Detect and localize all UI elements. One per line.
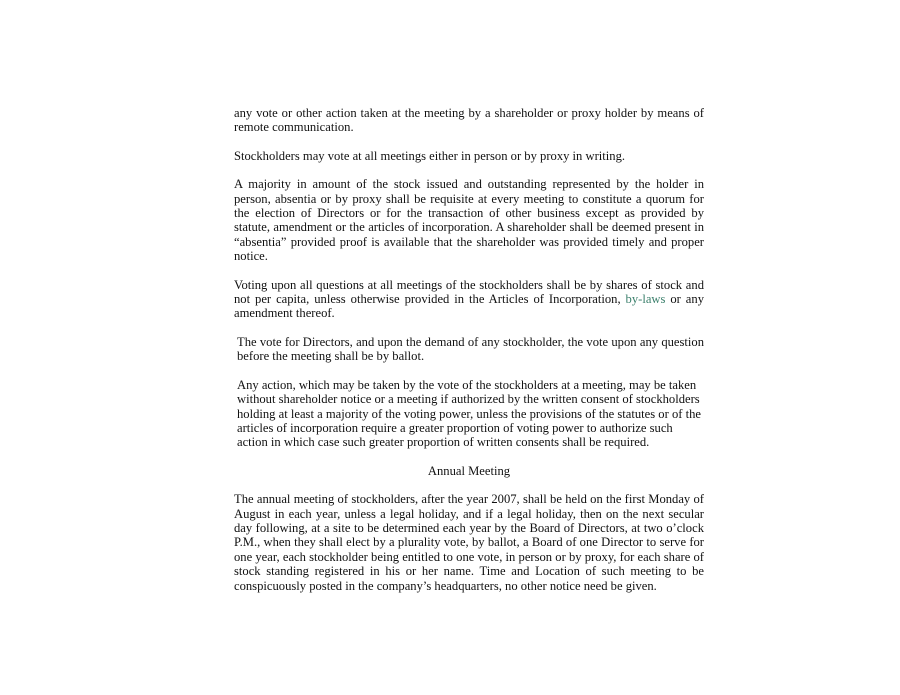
document-body xyxy=(234,106,704,607)
paragraph-written-consent: Any action, which may be taken by the vote of the stockholders at a meeting, may be taken without shareholder notice or a meeting if authorized by the written consent of stockholders holding at least a majority of the voting power, unless the provisions of the statutes or of the articles of incorporation require a greater proportion of voting power to authorize such action in which case such greater proportion of written consents shall be required. xyxy=(237,377,701,450)
by-laws-link[interactable]: by-laws xyxy=(625,292,666,307)
paragraph-voting-by-shares-text-1: Voting upon all questions at all meetings of the stockholders shall be by shares of stock and not per capita, unless otherwise provided in the Articles of Incorporation, xyxy=(234,277,704,307)
paragraph-remote-communication: any vote or other action taken at the meeting by a shareholder or proxy holder by means of remote communication. xyxy=(234,106,704,135)
section-heading-annual-meeting: Annual Meeting xyxy=(427,463,511,478)
paragraph-quorum: A majority in amount of the stock issued and outstanding represented by the holder in person, absentia or by proxy shall be requisite at every meeting to constitute a quorum for the election of Directors or for the transaction of other business except as provided by statute, amendment or the articles of incorporation. A shareholder shall be deemed present in “absentia” provided proof is available that the shareholder was provided timely and proper notice. xyxy=(234,177,704,264)
paragraph-ballot-vote: The vote for Directors, and upon the demand of any stockholder, the vote upon any question before the meeting shall be by ballot. xyxy=(237,334,704,364)
paragraph-voting-by-shares-text-2: or any amendment thereof. xyxy=(234,292,704,321)
paragraph-voting-by-shares xyxy=(234,278,704,321)
paragraph-annual-meeting: The annual meeting of stockholders, after the year 2007, shall be held on the first Monday of August in each year, unless a legal holiday, and if a legal holiday, then on the next secular day following, at a site to be determined each year by the Board of Directors, at two o’clock P.M., when they shall elect by a plurality vote, by ballot, a Board of one Director to serve for one year, each stockholder being entitled to one vote, in person or by proxy, for each share of stock standing registered in his or her name. Time and Location of such meeting to be conspicuously posted in the company’s headquarters, no other notice need be given. xyxy=(234,492,704,593)
paragraph-voting-in-person-or-proxy: Stockholders may vote at all meetings either in person or by proxy in writing. xyxy=(234,148,626,163)
